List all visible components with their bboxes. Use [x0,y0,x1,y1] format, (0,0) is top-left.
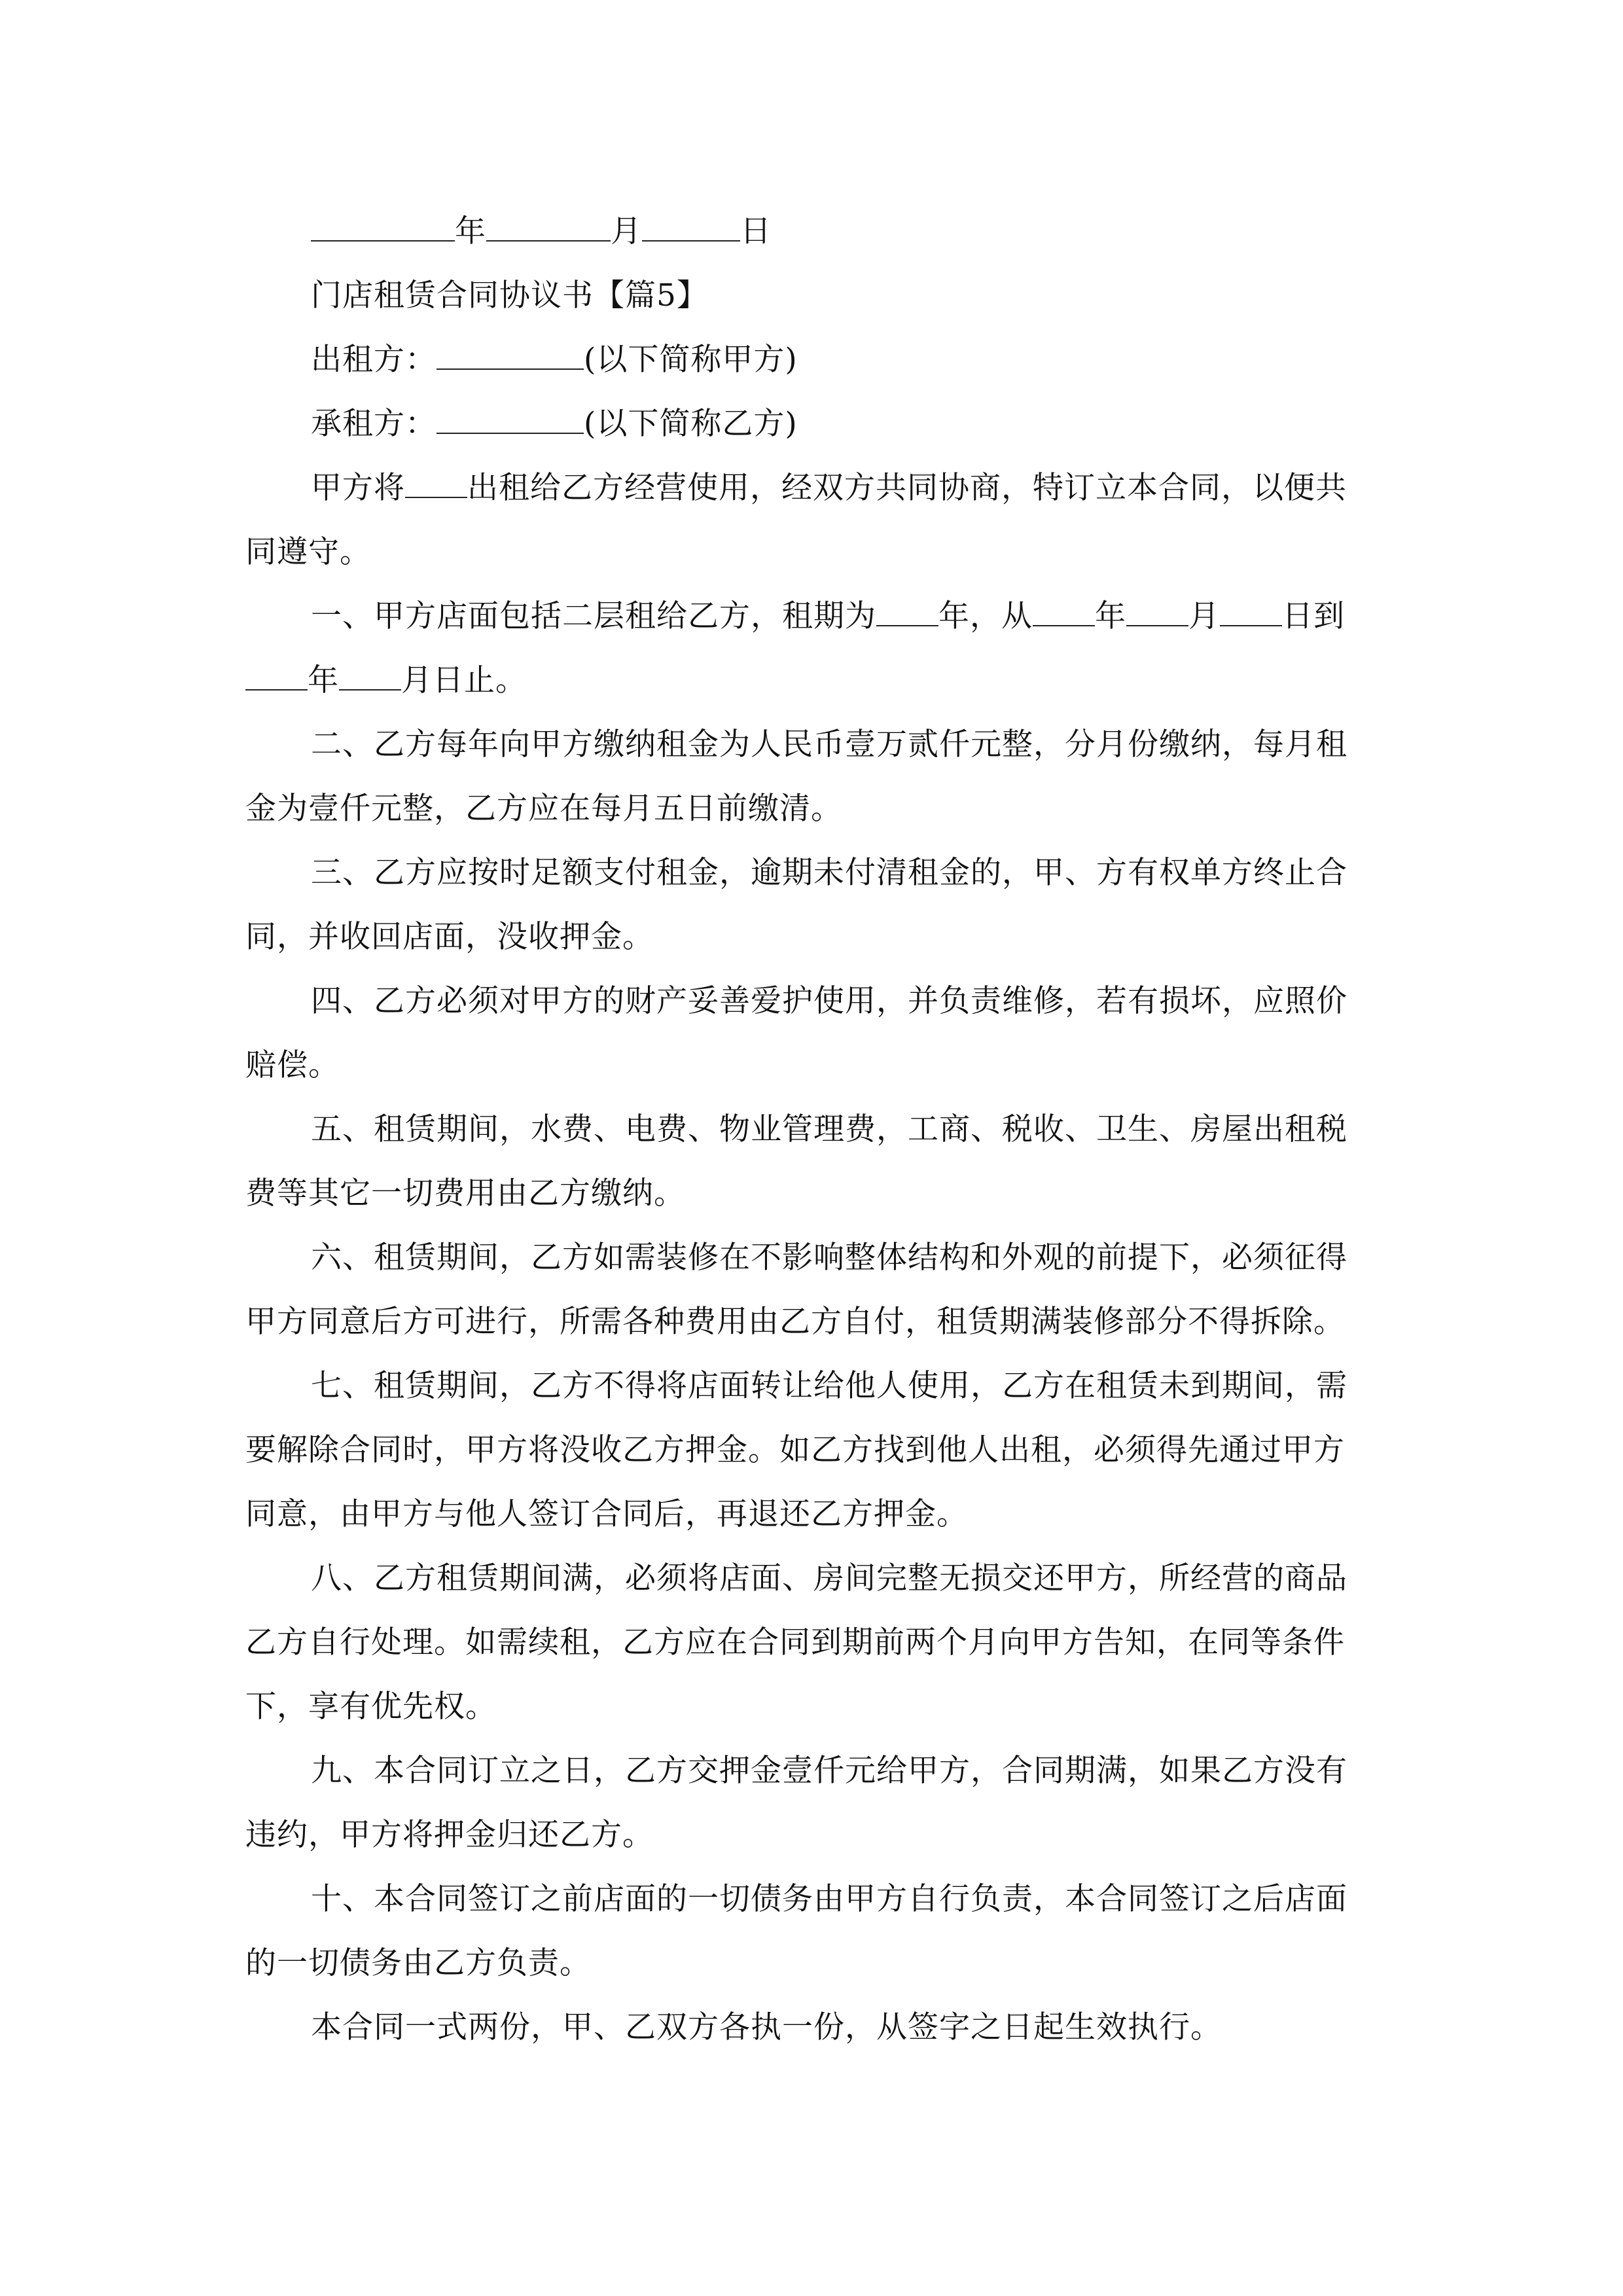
clause-1-text: 月 [1188,598,1220,634]
clause-7-line-2: 要解除合同时，甲方将没收乙方押金。如乙方找到他人出租，必须得先通过甲方 [245,1432,1345,1468]
clause-9-line-1: 九、本合同订立之日，乙方交押金壹仟元给甲方，合同期满，如果乙方没有 [311,1753,1347,1789]
contract-body [245,200,1397,2060]
clause-7-line-1: 七、租赁期间，乙方不得将店面转让给他人使用，乙方在租赁未到期间，需 [311,1368,1347,1404]
clause-10-line-1: 十、本合同签订之前店面的一切债务由甲方自行负责，本合同签订之后店面 [311,1881,1347,1917]
month-label: 月 [611,213,642,249]
start-day-blank [1220,596,1282,626]
clause-3-line-1: 三、乙方应按时足额支付租金，逾期未付清租金的，甲、方有权单方终止合 [311,855,1347,891]
intro-rest: 出租给乙方经营使用，经双方共同协商，特订立本合同，以便共 [467,470,1347,506]
clause-8-line-1: 八、乙方租赁期间满，必须将店面、房间完整无损交还甲方，所经营的商品 [311,1560,1347,1596]
clause-5-line-1: 五、租赁期间，水费、电费、物业管理费，工商、税收、卫生、房屋出租税 [311,1111,1347,1147]
clause-8-line-2: 乙方自行处理。如需续租，乙方应在合同到期前两个月向甲方告知，在同等条件 [245,1624,1345,1660]
start-year-blank [1033,596,1095,626]
clause-6-line-2: 甲方同意后方可进行，所需各种费用由乙方自付，租赁期满装修部分不得拆除。 [245,1304,1345,1340]
clause-1-text: 月日止。 [401,662,527,698]
year-label: 年 [455,213,486,249]
clause-1-line-2 [245,649,1397,713]
clause-3-line-2: 同，并收回店面，没收押金。 [245,919,654,955]
day-blank [642,211,740,242]
intro-line-2: 同遵守。 [245,534,371,570]
end-year-blank [245,660,308,691]
clause-1-text: 年 [308,662,339,698]
clause-10-line-2: 的一切债务由乙方负责。 [245,1945,591,1981]
premises-blank [405,468,467,498]
clause-4-line-2: 赔偿。 [245,1047,340,1083]
date-line [245,200,1397,264]
term-years-blank [876,596,938,626]
clause-2-line-2: 金为壹仟元整，乙方应在每月五日前缴清。 [245,791,842,827]
day-label: 日 [740,213,772,249]
closing-line: 本合同一式两份，甲、乙双方各执一份，从签字之日起生效执行。 [311,2009,1222,2045]
clause-1-line-1 [245,584,1397,649]
lessor-blank [437,340,584,370]
clause-1-text: 日到 [1282,598,1345,634]
lessee-line [245,392,1397,456]
clause-9-line-2: 违约，甲方将押金归还乙方。 [245,1817,654,1853]
start-month-blank [1126,596,1188,626]
month-blank [486,211,611,242]
clause-6-line-1: 六、租赁期间，乙方如需装修在不影响整体结构和外观的前提下，必须征得 [311,1240,1347,1276]
lessee-label: 承租方： [311,406,437,442]
clause-1-text: 年，从 [938,598,1033,634]
clause-8-line-3: 下，享有优先权。 [245,1689,497,1725]
lessee-note: (以下简称乙方) [584,406,798,442]
intro-start: 甲方将 [311,470,405,506]
clause-1-text: 一、甲方店面包括二层租给乙方，租期为 [311,598,876,634]
clause-5-line-2: 费等其它一切费用由乙方缴纳。 [245,1175,685,1211]
lessor-note: (以下简称甲方) [584,342,798,378]
lessor-label: 出租方： [311,342,437,378]
clause-1-text: 年 [1095,598,1126,634]
clause-4-line-1: 四、乙方必须对甲方的财产妥善爱护使用，并负责维修，若有损坏，应照价 [311,983,1347,1019]
intro-line-1 [245,456,1397,520]
lessor-line [245,328,1397,392]
year-blank [311,211,455,242]
document-title: 门店租赁合同协议书【篇5】 [311,278,708,314]
clause-7-line-3: 同意，由甲方与他人签订合同后，再退还乙方押金。 [245,1496,968,1532]
lessee-blank [437,404,584,434]
end-month-blank [339,660,401,691]
clause-2-line-1: 二、乙方每年向甲方缴纳租金为人民币壹万贰仟元整，分月份缴纳，每月租 [311,726,1347,762]
